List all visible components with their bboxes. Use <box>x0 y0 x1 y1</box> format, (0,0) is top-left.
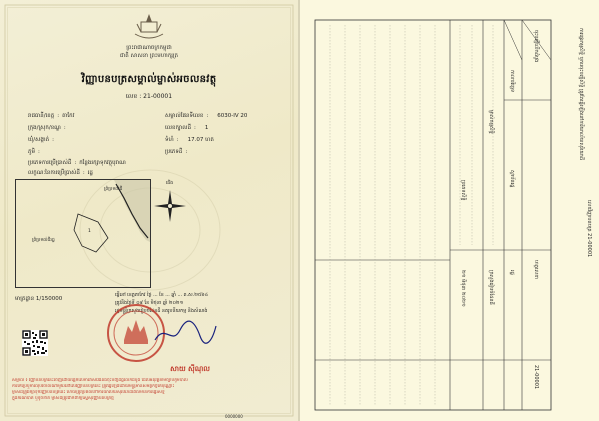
cell-date: ២១ មិថុនា ២០២១ <box>460 270 466 307</box>
footer-note: សម្គាល់ ៖ វិញ្ញាបនបត្រនេះចេញដោយផ្អែកលើការវាស់វែងនិងចុះបញ្ជីដីធ្លីលើកដំបូង ដែលអនុវត្តតាមច្បាប់ភូមិបាល <box>12 378 188 383</box>
field-commune-label: ឃុំ/សង្កាត់ <box>28 137 50 143</box>
footer-note: ការកែប្រែឬការលុបចោលណាមួយនៅលើវិញ្ញាបនបត្រនេះ ត្រូវធ្វើឡើងដោយមន្ត្រីមានសមត្ថកិច្ចតែប៉ុណ្ណោះ <box>12 384 175 389</box>
field-province: រាជធានី/ខេត្ត : តាកែវ <box>28 113 75 119</box>
map-label-left: ព្រំប្រទល់ដីរដ្ឋ <box>32 238 55 243</box>
compass-rose-icon <box>154 190 186 222</box>
field-parcel-no-label: លេខក្បាលដី <box>165 125 191 131</box>
field-province-label: រាជធានី/ខេត្ត <box>28 113 55 119</box>
signature-line-1: ធ្វើនៅ ខេត្តតាកែវ ថ្ងៃ ... ខែ ... ឆ្នាំ ... ព.ស.២៥៦៤ <box>115 293 209 298</box>
side-note-transfer: ការផ្ទេរកម្មសិទ្ធិ ឬការចុះបញ្ជីសិទ្ធិ ត្រូវតែធ្វើឡើងនៅការិយាល័យសុរិយោដី <box>578 28 584 160</box>
field-parcel-no: លេខក្បាលដី : 1 <box>165 125 209 131</box>
field-land-type-label: ប្រភេទដី <box>165 149 183 155</box>
qr-code-icon <box>22 330 48 356</box>
footer-notes <box>12 378 286 402</box>
kingdom-header: ព្រះរាជាណាចក្រកម្ពុជា <box>126 45 172 51</box>
field-parcel-no-value: 1 <box>204 125 209 131</box>
field-area: ទំហំ : 17.07 ហត <box>165 137 214 143</box>
col-header-owner: ម្ចាស់កម្មសិទ្ធិ <box>488 110 494 134</box>
registry-table <box>300 0 599 421</box>
field-village: ភូមិ : <box>28 149 40 155</box>
field-province-value: តាកែវ <box>62 113 75 119</box>
field-district-label: ក្រុង/ស្រុក/ខណ្ឌ <box>28 125 61 131</box>
bottom-certificate-number: 21-00001 <box>533 365 539 390</box>
field-parcel-id-value: 6030-IV 20 <box>217 113 248 119</box>
field-parcel-id: សម្គាល់ផែនទីលេខ : 6030-IV 20 <box>165 113 248 119</box>
parcel-outline <box>74 214 108 252</box>
field-village-label: ភូមិ <box>28 149 35 155</box>
field-land-use-type-value: រដ្ឋ <box>87 170 93 176</box>
col-header-date: កាលបរិច្ឆេទ <box>509 70 515 93</box>
motto-header: ជាតិ សាសនា ព្រះមហាក្សត្រ <box>120 53 178 59</box>
map-label-top: ព្រំប្រទល់ដី <box>104 187 123 192</box>
compass-north-label: ជើង <box>166 181 174 186</box>
certificate-title: វិញ្ញាបនបត្រសម្គាល់ម្ចាស់អចលនវត្ថុ <box>81 74 217 85</box>
cell-state-institution: ស្ថាប័នរដ្ឋ <box>509 170 515 188</box>
parcel-map-drawing <box>16 180 150 287</box>
field-parcel-id-label: សម្គាល់ផែនទីលេខ <box>165 113 204 119</box>
royal-emblem-icon <box>131 12 167 42</box>
parcel-map <box>15 179 151 288</box>
cell-ministry: ក្រសួងរៀបចំដែនដី <box>488 270 494 305</box>
map-parcel-number: 1 <box>88 229 91 234</box>
field-land-use-type-label: លក្ខណៈនៃការប្រើប្រាស់ដី <box>28 170 80 176</box>
cell-state: រដ្ឋ <box>509 270 515 275</box>
col-header-signature: ហត្ថលេខា <box>533 260 539 280</box>
field-land-use-label: ប្រភេទការប្រើប្រាស់ដី <box>28 160 72 166</box>
col-header-first-registration: ចុះបញ្ជីលើកដំបូង <box>533 30 539 63</box>
field-area-label: ទំហំ <box>165 137 174 143</box>
field-commune: ឃុំ/សង្កាត់ : <box>28 137 54 143</box>
col-header-right-type: ប្រភេទសិទ្ធិ <box>460 180 466 201</box>
certificate-number: លេខ : 21-00001 <box>125 93 173 100</box>
field-land-use-type: លក្ខណៈនៃការប្រើប្រាស់ដី : រដ្ឋ <box>28 170 93 176</box>
field-area-value: 17.07 ហត <box>187 137 214 143</box>
footer-note: ម្ចាស់ដីត្រូវរក្សាទុកវិញ្ញាបនបត្រនេះ ហើយត្រូវប្រគល់ទៅការិយាល័យសុរិយោដីពេលមានការផ្ទេរសិទ្ធិ <box>12 390 165 395</box>
certificate-front-page <box>0 0 298 421</box>
field-land-use-value: កន្លែងរក្សាទុកវត្ថុបុរាណ <box>79 160 126 166</box>
footer-note: ក្នុងករណីបាត់ ឬខូចខាត ម្ចាស់ដីត្រូវដាក់ពាក្យស្នើសុំវិញ្ញាបនបត្រថ្មី <box>12 396 114 401</box>
field-land-use: ប្រភេទការប្រើប្រាស់ដី : កន្លែងរក្សាទុកវត្ថុបុរាណ <box>28 160 126 166</box>
signature-icon <box>150 318 220 348</box>
certificate-back-page <box>300 0 599 421</box>
signature-line-2: ត្រូវនឹងថ្ងៃទី ០៩ ខែ មិថុនា ឆ្នាំ ២០២១ <box>115 301 184 306</box>
map-scale: មាត្រដ្ឋាន 1/150000 <box>15 296 63 302</box>
signature-line-3: រដ្ឋមន្ត្រីក្រសួងរៀបចំដែនដី នគរូបនីយកម្ម និងសំណង់ <box>115 309 208 314</box>
signatory-name: សាយ ស៊ីណុល <box>170 365 210 373</box>
field-district: ក្រុង/ស្រុក/ខណ្ឌ : <box>28 125 66 131</box>
serial-number: 0000000 <box>225 414 243 419</box>
side-note-certificate-number: លេខវិញ្ញាបនបត្រ 21-00001 <box>586 200 592 258</box>
field-land-type: ប្រភេទដី : <box>165 149 188 155</box>
